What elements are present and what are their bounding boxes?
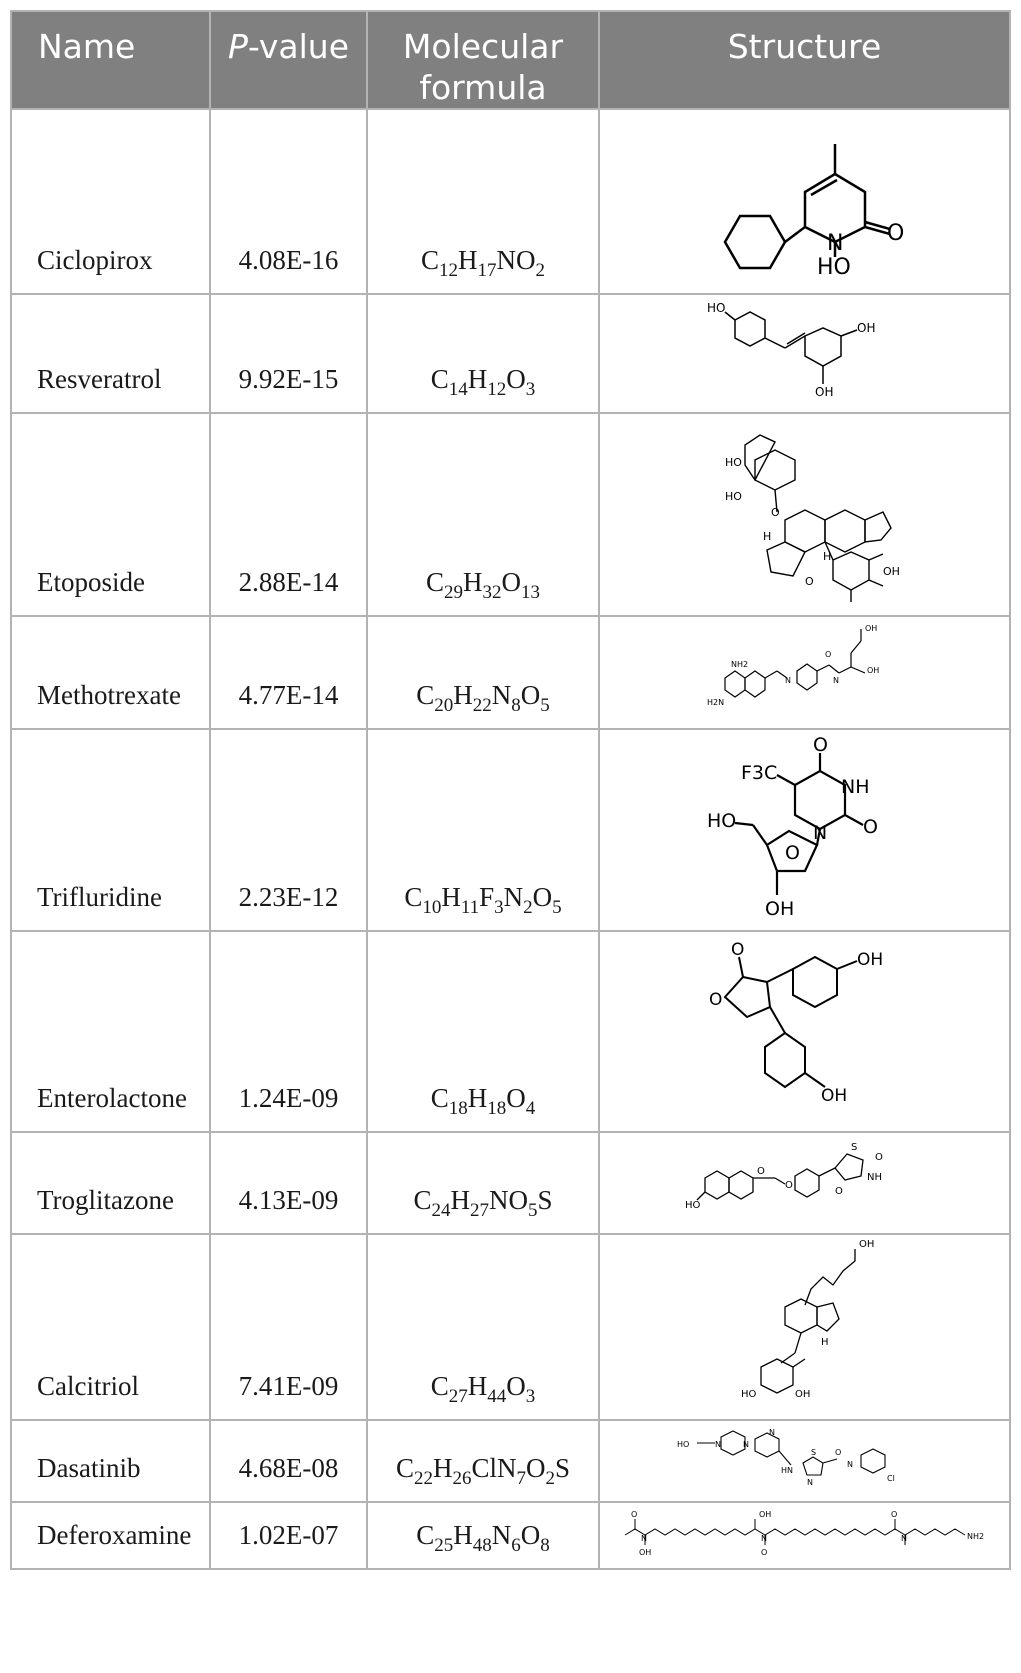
atom-label: NH [866,1172,882,1183]
atom-label: O [890,1509,897,1519]
header-row [11,11,1010,109]
compound-name: Calcitriol [11,1234,210,1420]
compound-name: Enterolactone [11,931,210,1132]
formula-subscript: 2 [545,1468,555,1489]
formula-element: O [501,567,521,597]
atom-label: O [874,1152,883,1163]
p-value: 4.68E-08 [210,1420,367,1502]
etoposide-structure [705,420,905,610]
formula-subscript: 5 [527,1200,538,1221]
formula-element: O [506,1371,526,1401]
atom-label: S [850,1142,857,1153]
formula-element: H [450,1185,470,1215]
atom-label: HO [724,489,742,503]
formula-element: H [463,567,483,597]
compound-name: Etoposide [11,413,210,616]
structure-cell [599,1234,1010,1420]
formula-subscript: 5 [552,897,562,918]
atom-label: NH [840,776,869,798]
p-value: 4.77E-14 [210,616,367,729]
atom-label: O [784,1180,793,1191]
formula-element: C [404,882,423,912]
dasatinib-structure [675,1425,935,1497]
atom-label: O [756,1166,765,1177]
atom-label: O [834,1448,841,1457]
formula-element: H [458,245,478,275]
atom-label: O [824,649,831,659]
formula-element: C [395,1453,414,1483]
formula-subscript: 10 [422,897,442,918]
formula-element: H [467,364,488,394]
header-structure: Structure [599,11,1010,109]
atom-label: OH [820,1085,847,1106]
atom-label: HO [706,300,725,315]
header-pvalue-rest: -value [247,27,350,66]
atom-label: O [812,735,828,756]
formula-subscript: 8 [511,695,521,716]
atom-label: HO [706,810,736,832]
troglitazone-structure [685,1138,925,1228]
compound-name: Troglitazone [11,1132,210,1234]
molecular-formula [367,109,599,294]
atom-label: O [730,939,744,960]
structure-cell [599,931,1010,1132]
atom-label: N [846,1460,853,1469]
atom-label: OH [882,564,900,578]
calcitriol-structure [705,1237,905,1417]
atom-label: O [804,574,814,588]
p-value: 9.92E-15 [210,294,367,413]
compound-name: Deferoxamine [11,1502,210,1569]
structure-cell [599,413,1010,616]
formula-element: H [441,882,461,912]
structure-cell [599,729,1010,931]
atom-label: N [742,1440,749,1449]
atom-label: HO [816,254,851,280]
table-row [11,1420,1010,1502]
formula-element: O [526,1453,546,1483]
formula-element: H [453,1520,473,1550]
formula-subscript: 6 [511,1535,521,1556]
compound-name: Ciclopirox [11,109,210,294]
p-value: 4.08E-16 [210,109,367,294]
atom-label: N [806,1478,813,1487]
atom-label: OH [814,384,833,399]
formula-element: ClN [471,1453,517,1483]
formula-subscript: 12 [439,260,458,281]
atom-label: O [708,989,722,1010]
p-value: 4.13E-09 [210,1132,367,1234]
compound-table [10,10,1011,1570]
formula-subscript: 4 [525,1098,536,1119]
formula-element: C [420,245,439,275]
header-name: Name [11,11,210,109]
atom-label: OH [758,1509,771,1519]
formula-element: N [491,680,512,710]
formula-subscript: 14 [448,379,468,400]
formula-subscript: 3 [525,379,536,400]
formula-element: F [479,882,495,912]
formula-subscript: 5 [540,695,550,716]
formula-subscript: 13 [521,582,540,603]
table-row [11,729,1010,931]
table-row [11,1502,1010,1569]
structure-cell [599,1502,1010,1569]
atom-label: N [640,1533,647,1543]
formula-element: C [425,567,444,597]
formula-subscript: 7 [516,1468,526,1489]
formula-subscript: 22 [472,695,492,716]
atom-label: F3C [740,762,777,784]
atom-label: O [784,842,800,864]
header-pvalue-italic: P [227,27,248,66]
atom-label: OH [856,949,883,970]
atom-label: OH [866,665,879,675]
formula-subscript: 27 [448,1386,468,1407]
molecular-formula [367,1420,599,1502]
formula-subscript: 18 [487,1098,507,1119]
atom-label: O [862,816,878,838]
formula-subscript: 29 [444,582,463,603]
formula-element: O [532,882,553,912]
atom-label: HO [724,455,742,469]
table-row [11,616,1010,729]
table-row [11,294,1010,413]
atom-label: N [768,1428,775,1437]
formula-element: NO [496,245,536,275]
atom-label: N [714,1440,721,1449]
p-value: 7.41E-09 [210,1234,367,1420]
table-row [11,1234,1010,1420]
formula-subscript: 17 [477,260,497,281]
compound-name: Dasatinib [11,1420,210,1502]
formula-subscript: 32 [482,582,502,603]
atom-label: N [900,1533,907,1543]
atom-label: O [630,1509,637,1519]
atom-label: O [770,505,780,519]
atom-label: Cl [886,1474,895,1483]
formula-element: C [413,1185,432,1215]
resveratrol-structure [705,300,905,408]
molecular-formula [367,729,599,931]
enterolactone-structure [695,937,915,1127]
formula-element: O [506,364,526,394]
molecular-formula [367,1502,599,1569]
molecular-formula [367,616,599,729]
atom-label: OH [794,1389,810,1400]
atom-label: HO [684,1200,700,1211]
formula-element: C [416,1520,435,1550]
deferoxamine-structure [615,1507,995,1565]
p-value: 1.24E-09 [210,931,367,1132]
atom-label: OH [764,898,794,920]
formula-subscript: 2 [523,897,533,918]
structure-cell [599,294,1010,413]
compound-name: Methotrexate [11,616,210,729]
molecular-formula [367,1234,599,1420]
methotrexate-structure [705,623,905,723]
formula-subscript: 27 [469,1200,489,1221]
structure-cell [599,1132,1010,1234]
atom-label: N [812,822,827,844]
formula-subscript: 22 [413,1468,433,1489]
formula-subscript: 44 [487,1386,507,1407]
formula-element: C [416,680,435,710]
compound-name: Resveratrol [11,294,210,413]
atom-label: H [762,529,771,543]
atom-label: O [834,1186,843,1197]
atom-label: OH [638,1547,651,1557]
formula-element: H [467,1371,488,1401]
p-value: 2.23E-12 [210,729,367,931]
formula-element: H [467,1083,488,1113]
formula-subscript: 48 [472,1535,492,1556]
formula-subscript: 3 [525,1386,536,1407]
formula-subscript: 18 [448,1098,468,1119]
atom-label: NH2 [730,659,748,669]
molecular-formula [367,931,599,1132]
formula-element: O [506,1083,526,1113]
formula-element: S [537,1185,553,1215]
formula-subscript: 3 [494,897,504,918]
formula-element: N [491,1520,512,1550]
formula-element: NO [488,1185,528,1215]
formula-element: O [520,1520,541,1550]
molecular-formula [367,1132,599,1234]
formula-subscript: 26 [452,1468,472,1489]
atom-label: N [784,675,791,685]
formula-element: S [555,1453,571,1483]
atom-label: S [810,1448,816,1457]
atom-label: H2N [706,697,724,707]
atom-label: HO [676,1440,689,1449]
atom-label: N [760,1533,767,1543]
formula-element: C [430,1083,449,1113]
formula-subscript: 25 [434,1535,454,1556]
formula-element: C [430,1371,449,1401]
atom-label: N [826,230,843,256]
formula-element: H [432,1453,453,1483]
table-row [11,931,1010,1132]
structure-cell [599,1420,1010,1502]
ciclopirox-structure [705,122,905,282]
formula-subscript: 11 [460,897,480,918]
atom-label: N [832,675,839,685]
atom-label: O [886,220,904,246]
formula-element: C [430,364,449,394]
molecular-formula [367,294,599,413]
table-row [11,109,1010,294]
atom-label: OH [856,320,875,335]
atom-label: HO [740,1389,756,1400]
formula-subscript: 2 [535,260,545,281]
atom-label: OH [858,1239,874,1250]
formula-element: N [503,882,524,912]
compound-name: Trifluridine [11,729,210,931]
structure-cell [599,616,1010,729]
p-value: 2.88E-14 [210,413,367,616]
formula-subscript: 8 [540,1535,550,1556]
atom-label: NH2 [966,1531,984,1541]
atom-label: OH [864,623,877,633]
atom-label: HN [780,1466,793,1475]
table-row [11,413,1010,616]
atom-label: H [820,1337,829,1348]
atom-label: O [760,1547,767,1557]
formula-subscript: 12 [487,379,507,400]
formula-subscript: 20 [434,695,454,716]
formula-element: H [453,680,473,710]
formula-element: O [520,680,541,710]
p-value: 1.02E-07 [210,1502,367,1569]
trifluridine-structure [705,735,905,925]
header-formula: Molecular formula [367,11,599,109]
structure-cell [599,109,1010,294]
molecular-formula [367,413,599,616]
atom-label: H [822,549,831,563]
header-pvalue [210,11,367,109]
table-row [11,1132,1010,1234]
formula-subscript: 24 [431,1200,451,1221]
